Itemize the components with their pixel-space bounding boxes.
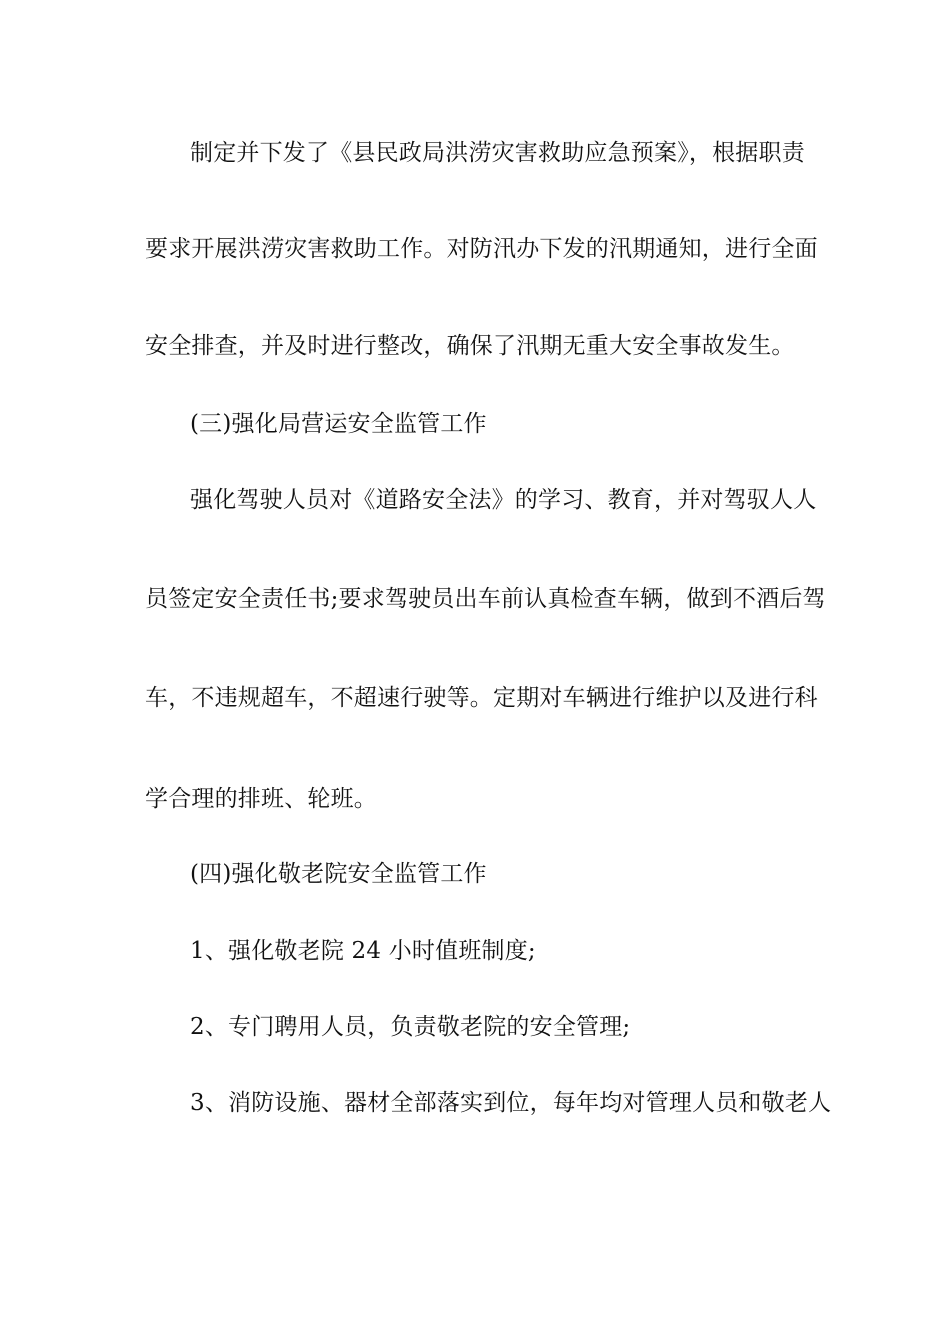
paragraph-line: 安全排查，并及时进行整改，确保了汛期无重大安全事故发生。 (145, 333, 795, 359)
section-heading: (三)强化局营运安全监管工作 (190, 411, 487, 437)
list-item: 1、强化敬老院 24 小时值班制度; (190, 938, 536, 964)
list-item: 2、专门聘用人员，负责敬老院的安全管理; (190, 1014, 631, 1040)
paragraph-line: 强化驾驶人员对《道路安全法》的学习、教育，并对驾驭人人 (190, 487, 817, 513)
paragraph-line: 制定并下发了《县民政局洪涝灾害救助应急预案》，根据职责 (190, 140, 805, 166)
paragraph-line: 员签定安全责任书;要求驾驶员出车前认真检查车辆，做到不酒后驾 (145, 586, 826, 612)
section-heading: (四)强化敬老院安全监管工作 (190, 861, 487, 887)
paragraph-line: 要求开展洪涝灾害救助工作。对防汛办下发的汛期通知，进行全面 (145, 236, 818, 262)
list-item: 3、消防设施、器材全部落实到位，每年均对管理人员和敬老人 (190, 1090, 832, 1116)
paragraph-line: 学合理的排班、轮班。 (145, 786, 377, 812)
paragraph-line: 车，不违规超车，不超速行驶等。定期对车辆进行维护以及进行科 (145, 685, 818, 711)
